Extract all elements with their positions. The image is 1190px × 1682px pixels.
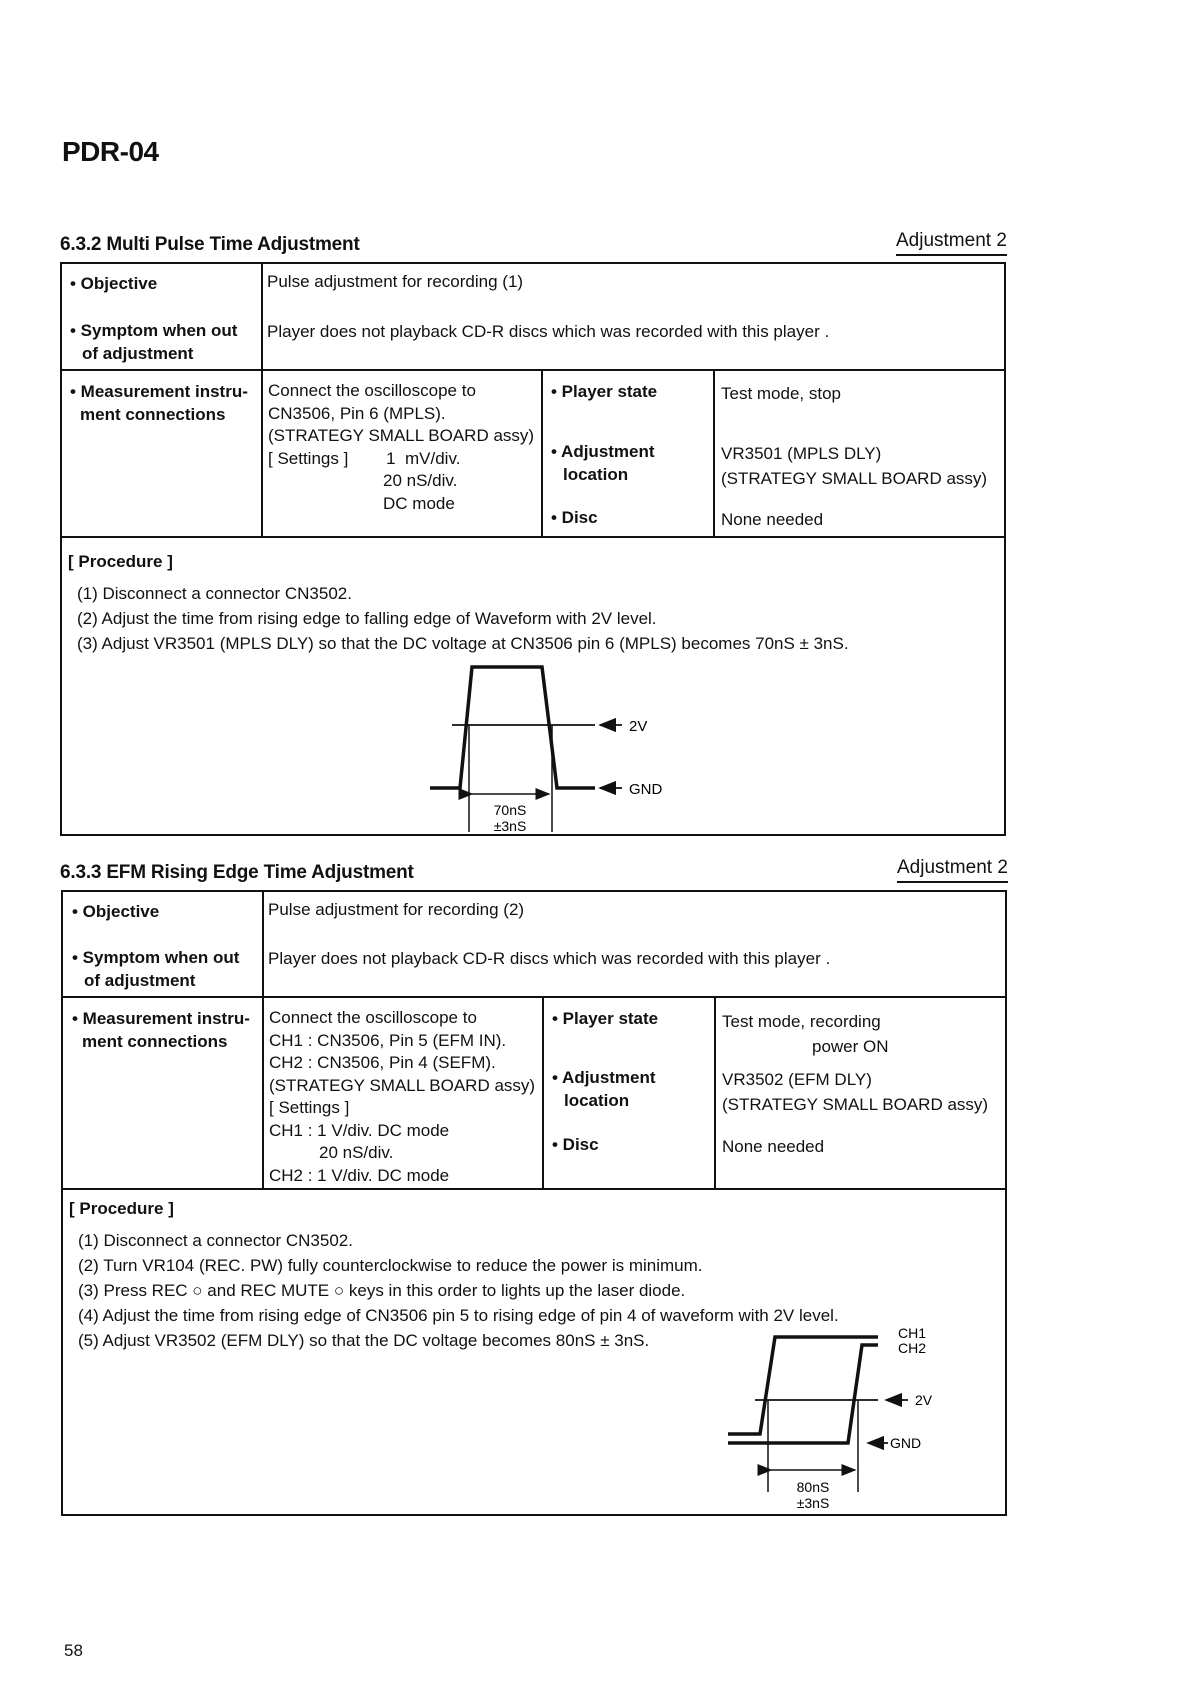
measurement-value: Connect the oscilloscope to CN3506, Pin 6 (MPLS). (STRATEGY SMALL BOARD assy) [ Settings ] 1 mV/div. 20 nS/div. DC mode	[268, 381, 535, 513]
adjustment-location-value: VR3502 (EFM DLY) (STRATEGY SMALL BOARD assy)	[722, 1070, 989, 1114]
pulse-waveform-diagram-1	[420, 660, 720, 835]
adjustment-location-value: VR3501 (MPLS DLY) (STRATEGY SMALL BOARD assy)	[721, 444, 988, 488]
label-2v: 2V	[915, 1392, 933, 1408]
divider	[542, 996, 544, 1189]
measurement-value: Connect the oscilloscope to CH1 : CN3506, Pin 5 (EFM IN). CH2 : CN3506, Pin 4 (SEFM). (STRATEGY SMALL BOARD assy) [ Settings ] CH1 : 1 V/div. DC mode 20 nS/div. CH2 : 1 V/div. DC mode	[269, 1008, 536, 1185]
procedure-step: (2) Adjust the time from rising edge to falling edge of Waveform with 2V level.	[77, 609, 657, 628]
adjustment-location-label: • Adjustment location	[551, 442, 655, 484]
player-state-label: • Player state	[551, 382, 658, 401]
label-ch1: CH1	[898, 1325, 927, 1341]
symptom-value: Player does not playback CD-R discs which was recorded with this player .	[267, 322, 830, 341]
label-time: 80nS	[796, 1479, 830, 1495]
player-state-value: Test mode, stop	[721, 384, 842, 403]
objective-value: Pulse adjustment for recording (2)	[268, 900, 525, 919]
adjustment-location-label: • Adjustment location	[552, 1068, 656, 1110]
label-gnd: GND	[890, 1435, 922, 1451]
divider	[713, 369, 715, 537]
divider	[61, 1188, 1007, 1190]
procedure-step: (3) Press REC ○ and REC MUTE ○ keys in this order to lights up the laser diode.	[78, 1281, 686, 1300]
procedure-step: (4) Adjust the time from rising edge of CN3506 pin 5 to rising edge of pin 4 of waveform with 2V level.	[78, 1306, 839, 1325]
model-title: PDR-04	[62, 136, 159, 167]
divider	[60, 369, 1006, 371]
objective-label: • Objective	[72, 902, 160, 921]
objective-value: Pulse adjustment for recording (1)	[267, 272, 524, 291]
player-state-value: Test mode, recording power ON	[722, 1012, 889, 1056]
label-tolerance: ±3nS	[796, 1495, 830, 1511]
disc-value: None needed	[722, 1137, 825, 1156]
ch2-waveform	[728, 1345, 878, 1443]
adjustment-tag: Adjustment 2	[897, 857, 1008, 883]
procedure-heading: [ Procedure ]	[68, 552, 173, 571]
pulse-waveform	[430, 667, 595, 788]
procedure-step: (2) Turn VR104 (REC. PW) fully counterclockwise to reduce the power is minimum.	[78, 1256, 703, 1275]
player-state-label: • Player state	[552, 1009, 659, 1028]
adjustment-tag: Adjustment 2	[896, 230, 1007, 256]
procedure-step: (1) Disconnect a connector CN3502.	[78, 1231, 353, 1250]
symptom-value: Player does not playback CD-R discs which was recorded with this player .	[268, 949, 831, 968]
divider	[714, 996, 716, 1189]
label-2v: 2V	[629, 718, 648, 735]
procedure-step: (3) Adjust VR3501 (MPLS DLY) so that the DC voltage at CN3506 pin 6 (MPLS) becomes 70nS ± 3nS.	[77, 634, 849, 653]
label-tolerance: ±3nS	[493, 818, 527, 834]
procedure-heading: [ Procedure ]	[69, 1199, 174, 1218]
divider	[60, 536, 1006, 538]
divider	[541, 369, 543, 537]
symptom-label: • Symptom when out of adjustment	[72, 948, 240, 990]
procedure-step: (5) Adjust VR3502 (EFM DLY) so that the DC voltage becomes 80nS ± 3nS.	[78, 1331, 650, 1350]
efm-waveform-diagram-2	[720, 1320, 1010, 1515]
measurement-label: • Measurement instru- ment connections	[72, 1009, 250, 1051]
disc-label: • Disc	[552, 1135, 599, 1154]
section-title-6-3-3: 6.3.3 EFM Rising Edge Time Adjustment	[60, 862, 414, 883]
divider	[61, 996, 1007, 998]
label-gnd: GND	[629, 781, 663, 798]
procedure-step: (1) Disconnect a connector CN3502.	[77, 584, 352, 603]
disc-label: • Disc	[551, 508, 598, 527]
objective-label: • Objective	[70, 274, 158, 293]
divider	[262, 890, 264, 1189]
section-title-6-3-2: 6.3.2 Multi Pulse Time Adjustment	[60, 234, 360, 255]
label-time: 70nS	[493, 802, 527, 818]
measurement-label: • Measurement instru- ment connections	[70, 382, 248, 424]
page-number: 58	[64, 1641, 83, 1660]
symptom-label: • Symptom when out of adjustment	[70, 321, 238, 363]
procedure-1	[68, 548, 849, 656]
disc-value: None needed	[721, 510, 824, 529]
divider	[261, 262, 263, 537]
label-ch2: CH2	[898, 1340, 927, 1356]
